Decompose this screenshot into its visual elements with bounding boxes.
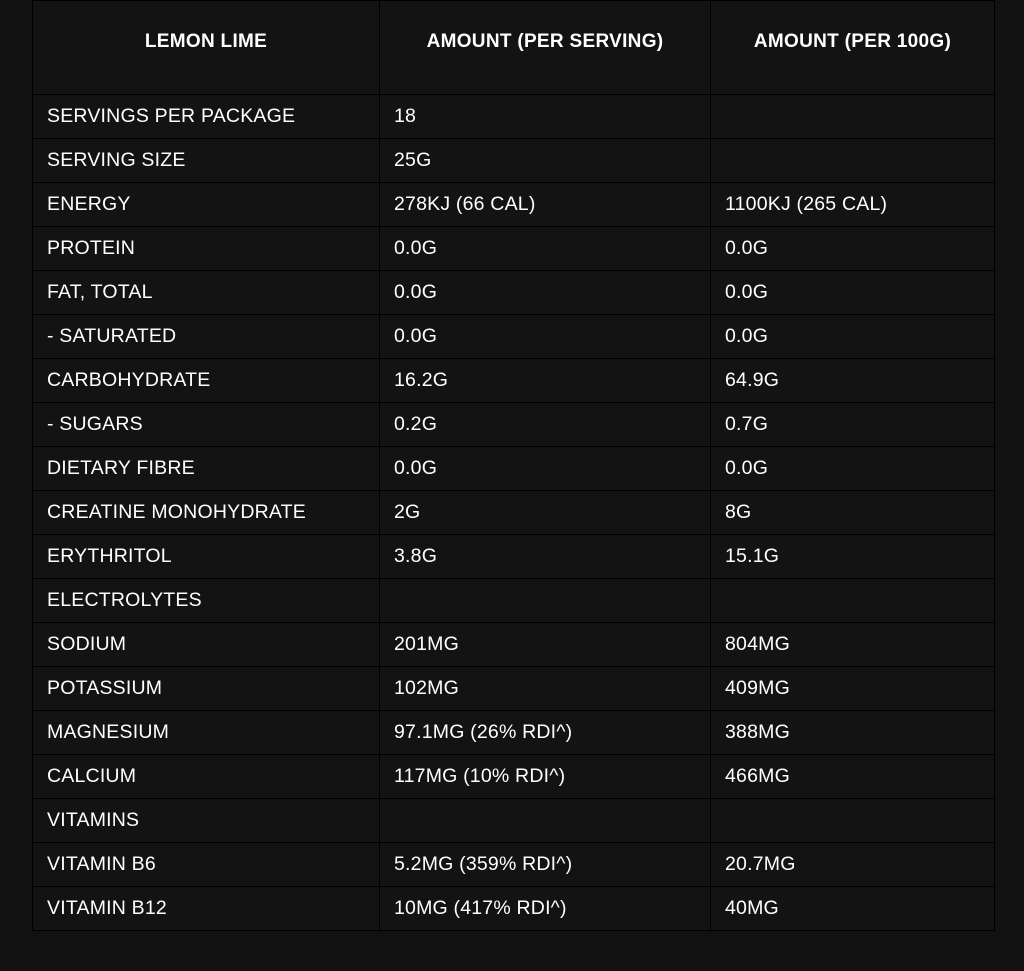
per-serving-cell: 3.8G [380, 535, 711, 579]
nutrient-name-cell: SODIUM [33, 623, 380, 667]
nutrient-name-cell: ERYTHRITOL [33, 535, 380, 579]
per-100g-cell: 0.0G [711, 447, 995, 491]
nutrient-name-cell: VITAMIN B6 [33, 843, 380, 887]
table-row [33, 623, 995, 667]
nutrient-name-cell: ENERGY [33, 183, 380, 227]
header-per-serving: AMOUNT (PER SERVING) [380, 1, 711, 95]
per-100g-cell: 0.0G [711, 315, 995, 359]
table-row [33, 755, 995, 799]
per-100g-cell: 0.0G [711, 227, 995, 271]
table-row [33, 315, 995, 359]
nutrient-name-cell: - SATURATED [33, 315, 380, 359]
table-row [33, 95, 995, 139]
nutrient-name-cell: ELECTROLYTES [33, 579, 380, 623]
nutrient-name-cell: CALCIUM [33, 755, 380, 799]
per-100g-cell: 466MG [711, 755, 995, 799]
nutrient-name-cell: - SUGARS [33, 403, 380, 447]
nutrient-name-cell: DIETARY FIBRE [33, 447, 380, 491]
per-100g-cell: 0.0G [711, 271, 995, 315]
per-serving-cell: 102MG [380, 667, 711, 711]
nutrient-name-cell: VITAMIN B12 [33, 887, 380, 931]
per-serving-cell: 16.2G [380, 359, 711, 403]
table-row [33, 711, 995, 755]
table-row [33, 579, 995, 623]
table-header-row [33, 1, 995, 95]
per-100g-cell: 804MG [711, 623, 995, 667]
table-row [33, 227, 995, 271]
per-serving-cell: 0.2G [380, 403, 711, 447]
nutrient-name-cell: VITAMINS [33, 799, 380, 843]
per-100g-cell [711, 799, 995, 843]
table-row [33, 271, 995, 315]
per-serving-cell [380, 579, 711, 623]
per-100g-cell [711, 579, 995, 623]
table-row [33, 843, 995, 887]
per-serving-cell: 25G [380, 139, 711, 183]
nutrition-table [32, 0, 995, 931]
per-serving-cell [380, 799, 711, 843]
per-100g-cell [711, 139, 995, 183]
nutrient-name-cell: POTASSIUM [33, 667, 380, 711]
table-row [33, 667, 995, 711]
header-flavour: LEMON LIME [33, 1, 380, 95]
per-serving-cell: 0.0G [380, 447, 711, 491]
per-serving-cell: 0.0G [380, 315, 711, 359]
per-serving-cell: 97.1MG (26% RDI^) [380, 711, 711, 755]
nutrient-name-cell: SERVING SIZE [33, 139, 380, 183]
per-100g-cell [711, 95, 995, 139]
per-100g-cell: 1100KJ (265 CAL) [711, 183, 995, 227]
per-100g-cell: 15.1G [711, 535, 995, 579]
per-serving-cell: 2G [380, 491, 711, 535]
table-row [33, 403, 995, 447]
per-serving-cell: 278KJ (66 CAL) [380, 183, 711, 227]
per-serving-cell: 0.0G [380, 227, 711, 271]
per-serving-cell: 0.0G [380, 271, 711, 315]
per-100g-cell: 64.9G [711, 359, 995, 403]
table-row [33, 887, 995, 931]
per-100g-cell: 40MG [711, 887, 995, 931]
per-100g-cell: 388MG [711, 711, 995, 755]
table-row [33, 183, 995, 227]
per-100g-cell: 20.7MG [711, 843, 995, 887]
nutrient-name-cell: PROTEIN [33, 227, 380, 271]
per-serving-cell: 201MG [380, 623, 711, 667]
per-100g-cell: 409MG [711, 667, 995, 711]
nutrient-name-cell: MAGNESIUM [33, 711, 380, 755]
table-row [33, 447, 995, 491]
per-serving-cell: 18 [380, 95, 711, 139]
table-row [33, 491, 995, 535]
nutrient-name-cell: CREATINE MONOHYDRATE [33, 491, 380, 535]
per-100g-cell: 0.7G [711, 403, 995, 447]
header-per-100g: AMOUNT (PER 100G) [711, 1, 995, 95]
per-serving-cell: 10MG (417% RDI^) [380, 887, 711, 931]
per-serving-cell: 5.2MG (359% RDI^) [380, 843, 711, 887]
table-row [33, 799, 995, 843]
per-serving-cell: 117MG (10% RDI^) [380, 755, 711, 799]
nutrient-name-cell: FAT, TOTAL [33, 271, 380, 315]
table-row [33, 535, 995, 579]
nutrient-name-cell: SERVINGS PER PACKAGE [33, 95, 380, 139]
nutrition-panel [32, 0, 994, 931]
table-row [33, 359, 995, 403]
per-100g-cell: 8G [711, 491, 995, 535]
table-row [33, 139, 995, 183]
nutrient-name-cell: CARBOHYDRATE [33, 359, 380, 403]
